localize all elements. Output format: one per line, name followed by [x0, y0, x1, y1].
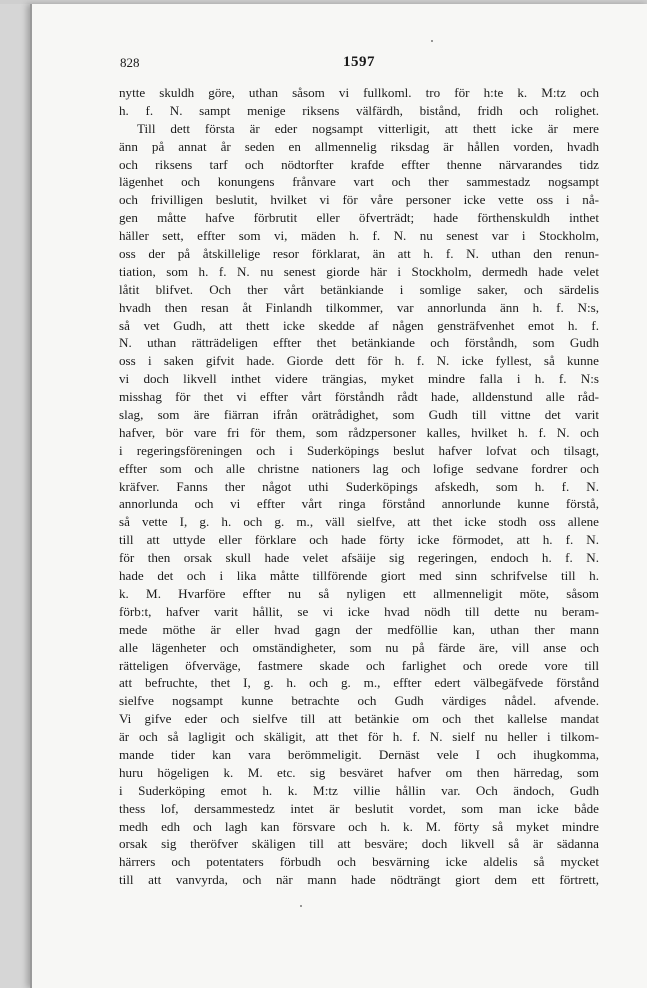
text-line: häller sett, effter som vi, mäden h. f. N. nu senest var i Stockholm, — [119, 228, 599, 244]
text-line: sielfve nogsampt kunne betrachte och Gudh värdiges nådel. afvende. — [119, 693, 599, 709]
text-line: förb:t, hafver varit hållit, se vi icke hvad nödh till dette nu beram- — [119, 603, 599, 619]
text-line: så vet Gudh, att thett icke skedde af någen gensträfvenhet emot h. f. — [119, 317, 599, 333]
text-line: hafver, bör vare fri för them, som rådzpersoner kalles, hvilket h. f. N. och — [119, 424, 599, 440]
text-line: Till dett första är eder nogsampt vitterligit, att thett icke är mere — [137, 120, 599, 136]
text-line: låtit blifvet. Och ther vårt betänkiande i somlige saker, och särdelis — [119, 281, 599, 297]
page-header — [120, 55, 598, 77]
text-line: änn på annat år seden en allmennelig riksdag är hållen vorden, hvadh — [119, 138, 599, 154]
text-line: härrers och potentaters förbudh och besvärning icke aldelis så mycket — [119, 854, 599, 870]
text-line: mande tider kan vara berömmeligit. Dernäst vele I och ihugkomma, — [119, 746, 599, 762]
page-number: 828 — [120, 55, 140, 70]
text-line: effter som och alle christne nationers lag och lofige sedvane fordrer och — [119, 460, 599, 476]
text-line: nytte skuldh göre, uthan såsom vi fullkoml. tro för h:te k. M:tz och — [119, 85, 599, 100]
text-line: rätteligen öfverväge, fastmere skade och farlighet och orede vore till — [119, 657, 599, 673]
text-line: lägenhet och konungens frånvare vart och ther sammestadz nogsampt — [119, 174, 599, 190]
text-line: i Suderköping emot h. k. M:tz villie hållin var. Och ändoch, Gudh — [119, 782, 599, 798]
text-line: misshag för thet vi effter vårt förståndh rådt hade, alldenstund alle råd- — [119, 389, 599, 405]
text-line: alle lägenheter och omständigheter, som nu på färde äre, vill anse och — [119, 639, 599, 655]
text-line: och riksens tarf och nödtorfter krafde effter thenne närvarandes tidz — [119, 156, 599, 172]
text-line: tiation, som h. f. N. nu senest giorde här i Stockholm, dermedh hade velet — [119, 263, 599, 279]
text-line: oss der på åtskillelige resor förklarat, än att h. f. N. uthan den renun- — [119, 246, 599, 262]
text-line: gen måtte hafve förbrutit eller öfverträdt; hade förthenskuldh inthet — [119, 210, 599, 226]
body-text — [119, 84, 599, 889]
text-line: att befruchte, thet I, g. h. och g. m., effter edert välbegäfvede förstånd — [119, 675, 599, 691]
text-line: och frivilligen beslutit, hvilket vi för våre personer icke vette oss i nå- — [119, 192, 599, 208]
text-line: medh edh och lagh kan försvare och h. k. M. förty så myket mindre — [119, 818, 599, 834]
text-line: oss i saken gifvit hade. Giorde dett för h. f. N. icke fyllest, så kunne — [119, 353, 599, 369]
text-line: N. uthan rätträdeligen effter thet betänkiande och förståndh, som Gudh — [119, 335, 599, 351]
text-line: kräfver. Fanns ther något uthi Suderköpings afskedh, som h. f. N. — [119, 478, 599, 494]
text-line: h. f. N. sampt menige riksens välfärdh, bistånd, fridh och rolighet. — [119, 102, 599, 118]
text-line: är och så lagligit och skäligit, att thet för h. f. N. sielf nu heller i tilkom- — [119, 729, 599, 745]
scan-speck — [300, 905, 302, 907]
text-line: slag, som äre fiärran ifrån orätrådighet, som Gudh till vittne det varit — [119, 407, 599, 423]
text-line: hade det och i lika måtte tillförende giort med sinn schrifvelse till h. — [119, 568, 599, 584]
scan-speck — [431, 40, 433, 42]
text-line: till att vanvyrda, och när mann hade nödträngt giort dem ett förtrett, — [119, 872, 599, 888]
text-line: så vette I, g. h. och g. m., väll sielfve, att thet icke stodh oss allene — [119, 514, 599, 530]
text-line: för then orsak skull hade velet afsäije sig regeringen, endoch h. f. N. — [119, 550, 599, 566]
text-line: orsak sig theröfver skäligen till att besväre; doch likvell så är sädanna — [119, 836, 599, 852]
text-line: k. M. Hvarföre effter nu så nyligen ett allmenneligit möte, såsom — [119, 585, 599, 601]
text-line: i regeringsföreningen och i Suderköpings beslut hafver lofvat och tilsagt, — [119, 442, 599, 458]
running-head-year: 1597 — [343, 54, 375, 70]
text-line: Vi gifve eder och sielfve till att betänkie om och thet kallelse mandat — [119, 711, 599, 727]
text-line: huru högeligen k. M. etc. sig besväret hafver om then härredag, som — [119, 764, 599, 780]
text-line: mede möthe är eller hvad gagn der medföllie kan, uthan ther mann — [119, 621, 599, 637]
text-line: vi doch likvell inthet videre trängias, myket mindre falla i h. f. N:s — [119, 371, 599, 387]
text-line: thess lof, dersammestedz intet är beslutit vordet, som man icke både — [119, 800, 599, 816]
text-line: till att uttyde eller förklare och hade förty icke förmodet, att h. f. N. — [119, 532, 599, 548]
text-line: hvadh then resan åt Finlandh tilkommer, var annorlunda änn h. f. N:s, — [119, 299, 599, 315]
text-line: annorlunda och vi effter vårt ringa förstånd annorlunde kunne förstå, — [119, 496, 599, 512]
